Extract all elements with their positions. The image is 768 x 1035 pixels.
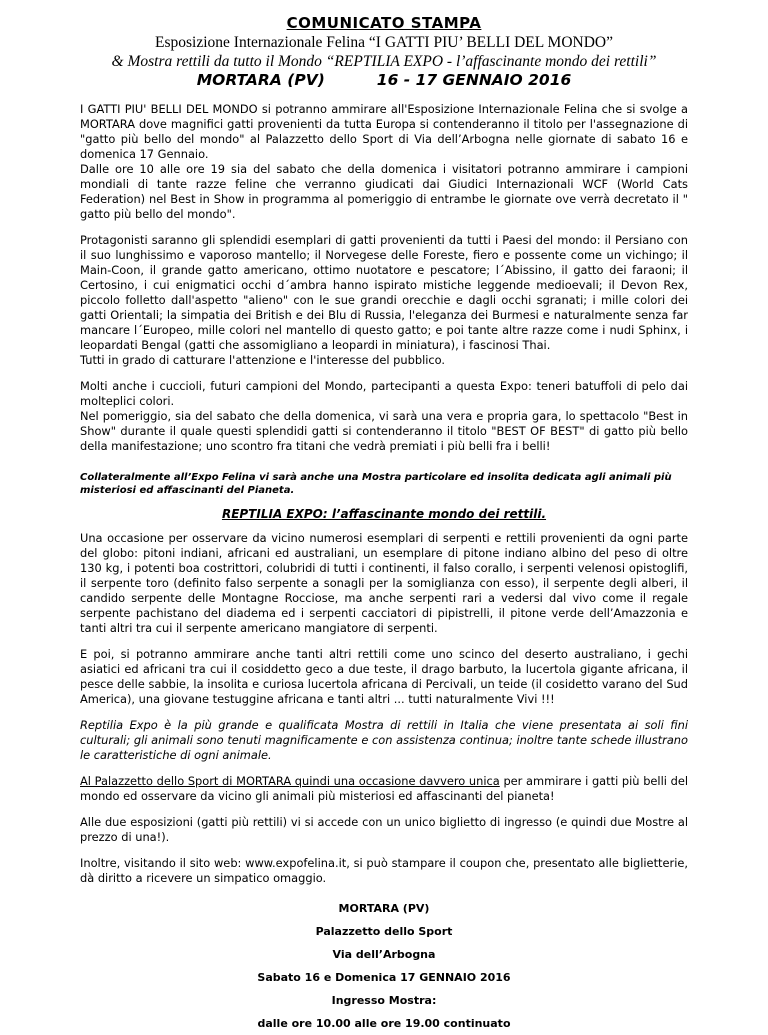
location-date-line [0,71,768,89]
venue-rest: per ammirare i gatti più belli del mondo ed osservare da vicino gli animali più misteriosi ed affascinanti del pianeta! [80,774,688,803]
header-dates: 16 - 17 GENNAIO 2016 [376,71,572,89]
collateral-note: Collateralmente all’Expo Felina vi sarà anche una Mostra particolare ed insolita dedicata agli animali più misteriosi ed affascinanti del Pianeta. [80,472,672,496]
header-city: MORTARA (PV) [196,71,325,89]
event-info [80,897,688,1035]
info-venue: Palazzetto dello Sport [315,925,453,938]
reptilia-heading: REPTILIA EXPO: l’affascinante mondo dei rettili. [221,507,547,521]
paragraph-ticket: Alle due esposizioni (gatti più rettili) vi si accede con un unico biglietto di ingresso (e quindi due Mostre al prezzo di una!). [80,815,688,844]
paragraph-reptiles: E poi, si potranno ammirare anche tanti altri rettili come uno scinco del deserto australiano, i gechi asiatici ed africani tra cui il cosiddetto geco a due teste, il drago barbuto, la lucertola gigante africana, il pesce delle sabbie, la insolita e curiosa lucertola africana di Percivali, un teide (il cosidetto varano del Sud America), una giovane testuggine africana e tanti altri ... tutti naturalmente Vivi !!! [80,647,688,706]
paragraph-reptilia-info: Reptilia Expo è la più grande e qualificata Mostra di rettili in Italia che viene presentata ai soli fini culturali; gli animali sono tenuti magnificamente e con assistenza continua; inoltre tante schede illustrano le caratteristiche di ogni animale. [80,718,688,762]
paragraph-venue [80,774,688,804]
paragraph-kittens-b: Nel pomeriggio, sia del sabato che della domenica, vi sarà una vera e propria gara, lo spettacolo "Best in Show" durante il quale questi splendidi gatti si contenderanno il titolo "BEST OF BEST" di gatto più bello della manifestazione; uno scontro fra titani che vedrà premiati i più belli fra i belli! [80,409,688,453]
paragraph-breeds-a: Protagonisti saranno gli splendidi esemplari di gatti provenienti da tutti i Paesi del mondo: il Persiano con il suo lunghissimo e vaporoso mantello; il Norvegese delle Foreste, fiero e possente come un vichingo; il Main-Coon, il grande gatto americano, ottimo nuotatore e pescatore; l´Abissino, il gatto dei faraoni; il Certosino, i cui enigmatici occhi d´ambra hanno ispirato mistiche leggende medioevali; il Devon Rex, piccolo folletto dall'aspetto "alieno" con le sue grandi orecchie e dagli occhi sgranati; i mille colori dei gatti Orientali; la simpatia dei British e dei Blu di Russia, l'eleganza dei Burmesi e naturalmente senza far mancare l´Europeo, mille colori nel mantello di questo gatto; e poi tante altre razze come i nudi Sphinx, i leopardati Bengal (gatti che assomigliano a leopardi in miniatura), i fascinosi Thai. [80,233,688,352]
reptile-subtitle: & Mostra rettili da tutto il Mondo “REPTILIA EXPO - l’affascinante mondo dei rettili” [111,53,657,70]
paragraph-kittens-a: Molti anche i cuccioli, futuri campioni del Mondo, partecipanti a questa Expo: teneri batuffoli di pelo dai molteplici colori. [80,379,688,408]
paragraph-intro-b: Dalle ore 10 alle ore 19 sia del sabato che della domenica i visitatori potranno ammirare i campioni mondiali di tante razze feline che verranno giudicati dai Giudici Internazionali WCF (World Cats Federation) nel Best in Show in programma al pomeriggio di entrambe le giornate ove verrà decretato il " gatto più bello del mondo". [80,162,688,221]
paragraph-breeds-b: Tutti in grado di catturare l'attenzione e l'interesse del pubblico. [80,353,446,367]
venue-highlight: Al Palazzetto dello Sport di MORTARA quindi una occasione davvero unica [80,774,500,788]
document-title: COMUNICATO STAMPA [286,14,482,32]
paragraph-breeds [80,233,688,368]
paragraph-snakes: Una occasione per osservare da vicino numerosi esemplari di serpenti e rettili provenienti da ogni parte del globo: pitoni indiani, africani ed australiani, un esemplare di pitone indiano albino del peso di oltre 130 kg, i potenti boa costrittori, colubridi di tutti i continenti, il falso corallo, i serpenti velenosi opistoglifi, il serpente toro (definito falso serpente a sonagli per la somiglianza con esso), il serpente degli alberi, il candido serpente delle Montagne Rocciose, ma anche serpenti rari a vedersi dal vivo come il regale serpente pachistano del diadema ed i serpenti cacciatori di pipistrelli, il pitone verde dell’Amazzonia e tanti altri tra cui il serpente americano mangiatore di serpenti. [80,531,688,635]
body-text [80,102,688,1035]
info-dates: Sabato 16 e Domenica 17 GENNAIO 2016 [257,971,511,984]
info-entry-label: Ingresso Mostra: [331,994,437,1007]
paragraph-kittens [80,379,688,454]
paragraph-intro-a: I GATTI PIU' BELLI DEL MONDO si potranno ammirare all'Esposizione Internazionale Felina che si svolge a MORTARA dove magnifici gatti provenienti da tutta Europa si contenderanno il titolo per l'assegnazione di "gatto più bello del mondo" al Palazzetto dello Sport di Via dell’Arbogna nelle giornate di sabato 16 e domenica 17 Gennaio. [80,102,688,161]
exhibition-subtitle: Esposizione Internazionale Felina “I GATTI PIU’ BELLI DEL MONDO” [155,34,613,51]
info-hours: dalle ore 10.00 alle ore 19.00 continuato [257,1017,511,1030]
paragraph-intro [80,102,688,222]
info-street: Via dell’Arbogna [332,948,436,961]
paragraph-website: Inoltre, visitando il sito web: www.expofelina.it, si può stampare il coupon che, presentato alle biglietterie, dà diritto a ricevere un simpatico omaggio. [80,856,688,885]
info-city: MORTARA (PV) [338,902,430,915]
